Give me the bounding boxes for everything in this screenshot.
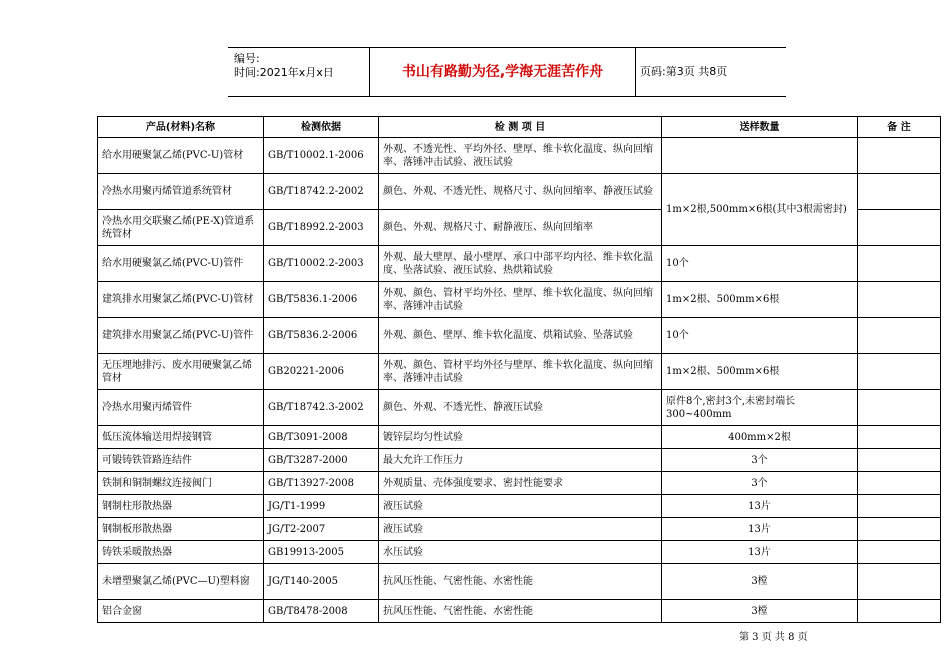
table-row xyxy=(98,138,941,174)
cell-remark xyxy=(858,282,941,318)
cell-qty: 原件8个,密封3个,未密封端长300~400mm xyxy=(662,390,858,426)
cell-standard: GB/T10002.2-2003 xyxy=(264,246,379,282)
cell-standard: GB/T13927-2008 xyxy=(264,472,379,495)
cell-qty: 13片 xyxy=(662,541,858,564)
cell-items: 水压试验 xyxy=(379,541,662,564)
cell-standard: GB/T3091-2008 xyxy=(264,426,379,449)
table-row xyxy=(98,354,941,390)
cell-items: 液压试验 xyxy=(379,495,662,518)
cell-name: 建筑排水用聚氯乙烯(PVC-U)管件 xyxy=(98,318,264,354)
cell-standard: GB/T18992.2-2003 xyxy=(264,210,379,246)
cell-remark xyxy=(858,138,941,174)
cell-standard: GB/T18742.3-2002 xyxy=(264,390,379,426)
cell-remark xyxy=(858,518,941,541)
cell-items: 颜色、外观、不透光性、规格尺寸、纵向回缩率、静液压试验 xyxy=(379,174,662,210)
cell-name: 冷热水用聚丙烯管道系统管材 xyxy=(98,174,264,210)
cell-standard: JG/T1-1999 xyxy=(264,495,379,518)
cell-items: 镀锌层均匀性试验 xyxy=(379,426,662,449)
cell-items: 抗风压性能、气密性能、水密性能 xyxy=(379,564,662,600)
page-footer: 第 3 页 共 8 页 xyxy=(739,632,808,643)
col-header-remark: 备 注 xyxy=(858,117,941,138)
cell-remark xyxy=(858,564,941,600)
table-row xyxy=(98,518,941,541)
header-meta xyxy=(228,48,368,96)
cell-items: 最大允许工作压力 xyxy=(379,449,662,472)
cell-standard: GB/T5836.2-2006 xyxy=(264,318,379,354)
cell-remark xyxy=(858,246,941,282)
cell-name: 钢制板形散热器 xyxy=(98,518,264,541)
cell-standard: GB19913-2005 xyxy=(264,541,379,564)
cell-items: 外观、颜色、管材平均外径与壁厚、维卡软化温度、纵向回缩率、落锤冲击试验 xyxy=(379,354,662,390)
table-row xyxy=(98,282,941,318)
cell-remark xyxy=(858,541,941,564)
cell-qty: 3个 xyxy=(662,472,858,495)
cell-standard: GB/T8478-2008 xyxy=(264,600,379,623)
col-header-items: 检 测 项 目 xyxy=(379,117,662,138)
cell-items: 外观、最大壁厚、最小壁厚、承口中部平均内径、维卡软化温度、坠落试验、液压试验、热烘箱试验 xyxy=(379,246,662,282)
cell-name: 铸铁采暖散热器 xyxy=(98,541,264,564)
cell-items: 颜色、外观、不透光性、静液压试验 xyxy=(379,390,662,426)
cell-remark xyxy=(858,390,941,426)
cell-name: 冷热水用交联聚乙烯(PE-X)管道系统管材 xyxy=(98,210,264,246)
motto: 书山有路勤为径,学海无涯苦作舟 xyxy=(369,48,636,96)
table-header-row xyxy=(98,117,941,138)
cell-qty: 13片 xyxy=(662,495,858,518)
cell-qty: 13片 xyxy=(662,518,858,541)
cell-items: 外观、颜色、管材平均外径、壁厚、维卡软化温度、纵向回缩率、落锤冲击试验 xyxy=(379,282,662,318)
cell-remark xyxy=(858,449,941,472)
cell-remark xyxy=(858,600,941,623)
col-header-standard: 检测依据 xyxy=(264,117,379,138)
table-row xyxy=(98,541,941,564)
cell-items: 外观质量、壳体强度要求、密封性能要求 xyxy=(379,472,662,495)
cell-standard: GB/T5836.1-2006 xyxy=(264,282,379,318)
page-header xyxy=(228,47,786,97)
table-row xyxy=(98,600,941,623)
cell-remark xyxy=(858,426,941,449)
table-row xyxy=(98,426,941,449)
cell-name: 低压流体输送用焊接钢管 xyxy=(98,426,264,449)
table-row xyxy=(98,449,941,472)
cell-items: 外观、不透光性、平均外径、壁厚、维卡软化温度、纵向回缩率、落锤冲击试验、液压试验 xyxy=(379,138,662,174)
cell-qty: 10个 xyxy=(662,246,858,282)
cell-remark xyxy=(858,472,941,495)
time-label: 时间:2021年x月x日 xyxy=(234,66,334,79)
table-row xyxy=(98,174,941,210)
cell-items: 抗风压性能、气密性能、水密性能 xyxy=(379,600,662,623)
cell-name: 铁制和铜制螺纹连接阀门 xyxy=(98,472,264,495)
cell-standard: GB/T10002.1-2006 xyxy=(264,138,379,174)
cell-qty: 1m×2根、500mm×6根 xyxy=(662,354,858,390)
table-row xyxy=(98,390,941,426)
cell-name: 未增塑聚氯乙烯(PVC—U)塑料窗 xyxy=(98,564,264,600)
cell-name: 钢制柱形散热器 xyxy=(98,495,264,518)
table-row xyxy=(98,564,941,600)
inspection-table xyxy=(97,116,941,623)
cell-name: 给水用硬聚氯乙烯(PVC-U)管件 xyxy=(98,246,264,282)
cell-qty: 3个 xyxy=(662,449,858,472)
cell-qty: 400mm×2根 xyxy=(662,426,858,449)
cell-items: 颜色、外观、规格尺寸、耐静液压、纵向回缩率 xyxy=(379,210,662,246)
code-label: 编号: xyxy=(234,52,260,65)
table-row xyxy=(98,246,941,282)
cell-standard: JG/T2-2007 xyxy=(264,518,379,541)
col-header-qty: 送样数量 xyxy=(662,117,858,138)
cell-remark xyxy=(858,210,941,246)
cell-qty-merged: 1m×2根,500mm×6根(其中3根需密封) xyxy=(662,174,858,246)
cell-remark xyxy=(858,318,941,354)
cell-remark xyxy=(858,354,941,390)
cell-qty: 10个 xyxy=(662,318,858,354)
cell-name: 铝合金窗 xyxy=(98,600,264,623)
cell-qty: 1m×2根、500mm×6根 xyxy=(662,282,858,318)
cell-standard: GB/T18742.2-2002 xyxy=(264,174,379,210)
col-header-name: 产品(材料)名称 xyxy=(98,117,264,138)
cell-qty xyxy=(662,138,858,174)
cell-name: 给水用硬聚氯乙烯(PVC-U)管材 xyxy=(98,138,264,174)
cell-name: 无压埋地排污、废水用硬聚氯乙烯管材 xyxy=(98,354,264,390)
cell-standard: JG/T140-2005 xyxy=(264,564,379,600)
cell-remark xyxy=(858,174,941,210)
cell-qty: 3樘 xyxy=(662,564,858,600)
table-row xyxy=(98,495,941,518)
cell-items: 液压试验 xyxy=(379,518,662,541)
page-info: 页码:第3页 共8页 xyxy=(640,65,728,78)
cell-remark xyxy=(858,495,941,518)
cell-standard: GB/T3287-2000 xyxy=(264,449,379,472)
table-row xyxy=(98,318,941,354)
cell-qty: 3樘 xyxy=(662,600,858,623)
table-row xyxy=(98,472,941,495)
cell-standard: GB20221-2006 xyxy=(264,354,379,390)
cell-items: 外观、颜色、壁厚、维卡软化温度、烘箱试验、坠落试验 xyxy=(379,318,662,354)
cell-name: 建筑排水用聚氯乙烯(PVC-U)管材 xyxy=(98,282,264,318)
cell-name: 冷热水用聚丙烯管件 xyxy=(98,390,264,426)
cell-name: 可锻铸铁管路连结件 xyxy=(98,449,264,472)
